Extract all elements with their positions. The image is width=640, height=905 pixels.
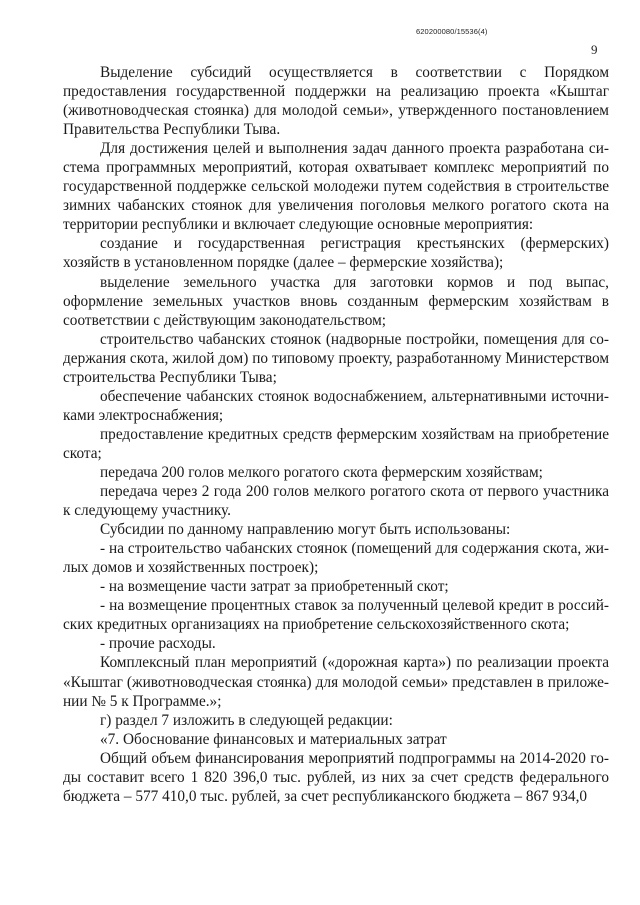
list-item-usage-livestock: - на возмещение части затрат за приобретенный скот;: [100, 578, 449, 596]
list-item-farm-registration: создание и государственная регистрация крестьянских (фермерских) хозяйств в установленном порядке (далее – фермерские хозяйства);: [63, 235, 609, 272]
page-number: 9: [591, 42, 598, 57]
paragraph-funding-total: Общий объем финансирования мероприятий подпрограммы на 2014-2020 годы составит всего 1 820 396,0 тыс. рублей, из них за счет средств федерального бюджета – 577 410,0 тыс. рублей, за счет республиканского бюджета – 867 934,0: [63, 749, 609, 805]
list-item-livestock-rotation: передача через 2 года 200 голов мелкого рогатого скота от первого участника к следующему участнику.: [63, 483, 609, 520]
paragraph-program-system: Для достижения целей и выполнения задач данного проекта разработана система программных мероприятий, которая охватывает комплекс мероприятий по государственной поддержке сельской молодежи путем содействия в строительстве зимних чабанских стоянок для увеличения поголовья мелкого рогатого скота на территории республики и включает следующие основные мероприятия:: [63, 140, 609, 234]
list-item-usage-construction: - на строительство чабанских стоянок (помещений для содержания скота, жилых домов и хозяйственных построек);: [63, 540, 609, 577]
list-item-land-allocation: выделение земельного участка для заготовки кормов и под выпас, оформление земельных участков вновь созданным фермерским хозяйствам в соответствии с действующим законодательством;: [63, 273, 609, 329]
section-heading-7: «7. Обоснование финансовых и материальных затрат: [100, 730, 447, 748]
list-item-livestock-transfer: передача 200 голов мелкого рогатого скота фермерским хозяйствам;: [100, 463, 543, 481]
list-item-usage-other: - прочие расходы.: [100, 635, 216, 653]
paragraph-section-7-amendment: г) раздел 7 изложить в следующей редакции:: [100, 711, 393, 729]
list-item-usage-interest: - на возмещение процентных ставок за полученный целевой кредит в российских кредитных организациях на приобретение сельскохозяйственного скота;: [63, 597, 609, 634]
document-code: 620200080/15536(4): [416, 27, 488, 36]
document-body: [63, 63, 609, 806]
list-item-stations-construction: строительство чабанских стоянок (надворные постройки, помещения для содержания скота, жилой дом) по типовому проекту, разработанному Министерством строительства Республики Тыва;: [63, 330, 609, 386]
paragraph-subsidy-usage: Субсидии по данному направлению могут быть использованы:: [100, 521, 511, 539]
list-item-credit: предоставление кредитных средств фермерским хозяйствам на приобретение скота;: [63, 425, 609, 462]
paragraph-roadmap: Комплексный план мероприятий («дорожная карта») по реализации проекта «Кыштаг (животноводческая стоянка) для молодой семьи» представлен в приложении № 5 к Программе.»;: [63, 654, 609, 710]
paragraph-subsidy-procedure: Выделение субсидий осуществляется в соответствии с Порядком предоставления государственной поддержки на реализацию проекта «Кыштаг (животноводческая стоянка) для молодой семьи», утвержденного постановлением Правительства Республики Тыва.: [63, 64, 609, 139]
list-item-water-supply: обеспечение чабанских стоянок водоснабжением, альтернативными источниками электроснабжения;: [63, 387, 609, 424]
